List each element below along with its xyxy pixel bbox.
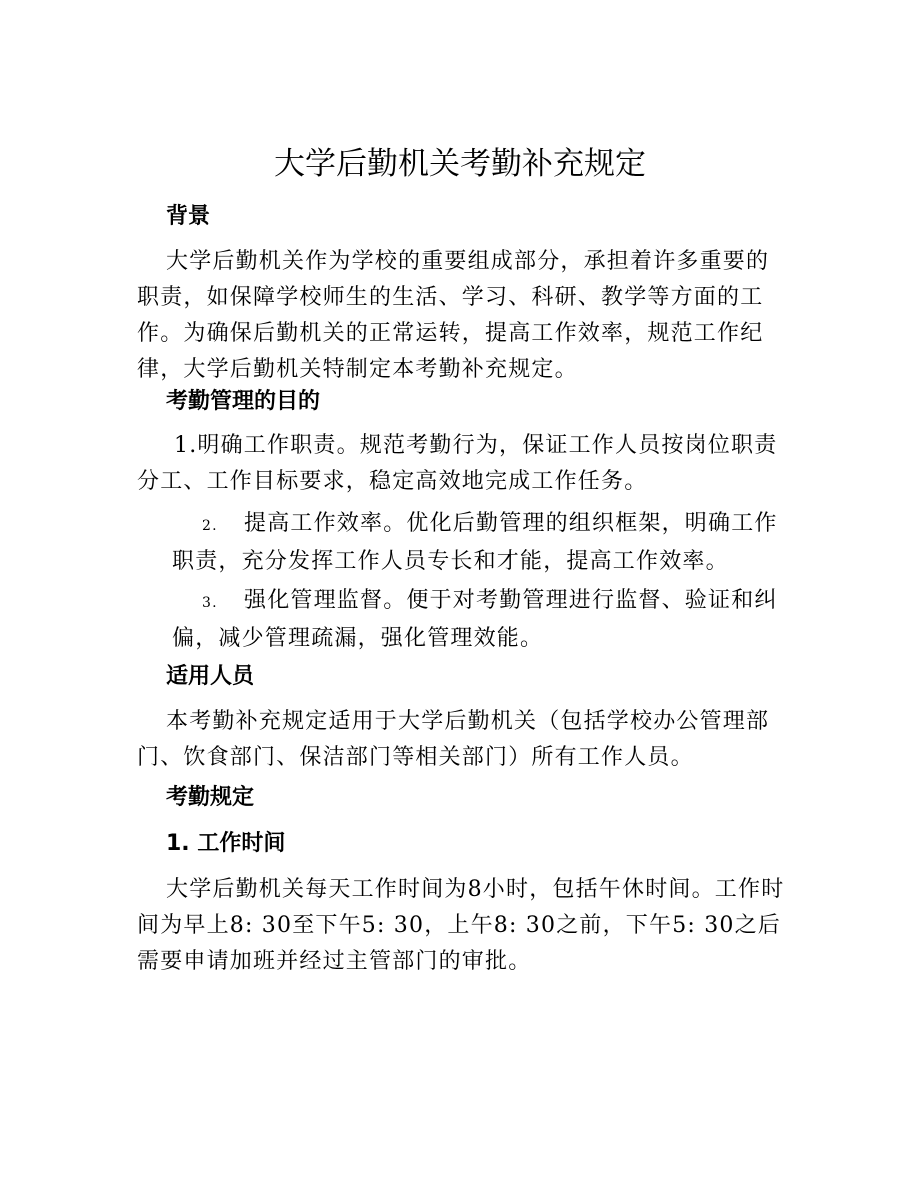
working-hours-paragraph: 大学后勤机关每天工作时间为8小时，包括午休时间。工作时间为早上8: 30至下午5: 30，上午8: 30之前，下午5: 30之后需要申请加班并经过主管部门的审批。 — [137, 877, 785, 974]
purpose-item-1-number: 1. — [174, 433, 198, 458]
purpose-item-1 — [137, 428, 787, 500]
document-title: 大学后勤机关考勤补充规定 — [274, 146, 646, 182]
section-heading-rules: 考勤规定 — [166, 785, 255, 810]
purpose-item-2-number: 2. — [202, 518, 218, 534]
section-heading-background: 背景 — [166, 204, 211, 229]
background-paragraph: 大学后勤机关作为学校的重要组成部分，承担着许多重要的职责，如保障学校师生的生活、学习、科研、教学等方面的工作。为确保后勤机关的正常运转，提高工作效率，规范工作纪律，大学后勤机关特制定本考勤补充规定。 — [137, 249, 770, 382]
subheading-working-hours: 1. 工作时间 — [166, 831, 286, 856]
section-heading-purpose: 考勤管理的目的 — [166, 389, 321, 414]
purpose-item-3-text: 强化管理监督。便于对考勤管理进行监督、验证和纠偏，减少管理疏漏，强化管理效能。 — [172, 588, 778, 651]
purpose-item-2 — [172, 506, 787, 580]
purpose-item-3-number: 3. — [202, 595, 218, 611]
purpose-item-1-text: 明确工作职责。规范考勤行为，保证工作人员按岗位职责分工、工作目标要求，稳定高效地完成工作任务。 — [137, 433, 778, 494]
purpose-item-2-text: 提高工作效率。优化后勤管理的组织框架，明确工作职责，充分发挥工作人员专长和才能，提高工作效率。 — [172, 511, 778, 574]
applicable-paragraph: 本考勤补充规定适用于大学后勤机关（包括学校办公管理部门、饮食部门、保洁部门等相关部门）所有工作人员。 — [137, 709, 770, 770]
section-heading-applicable: 适用人员 — [166, 664, 255, 689]
purpose-item-3 — [172, 583, 787, 657]
